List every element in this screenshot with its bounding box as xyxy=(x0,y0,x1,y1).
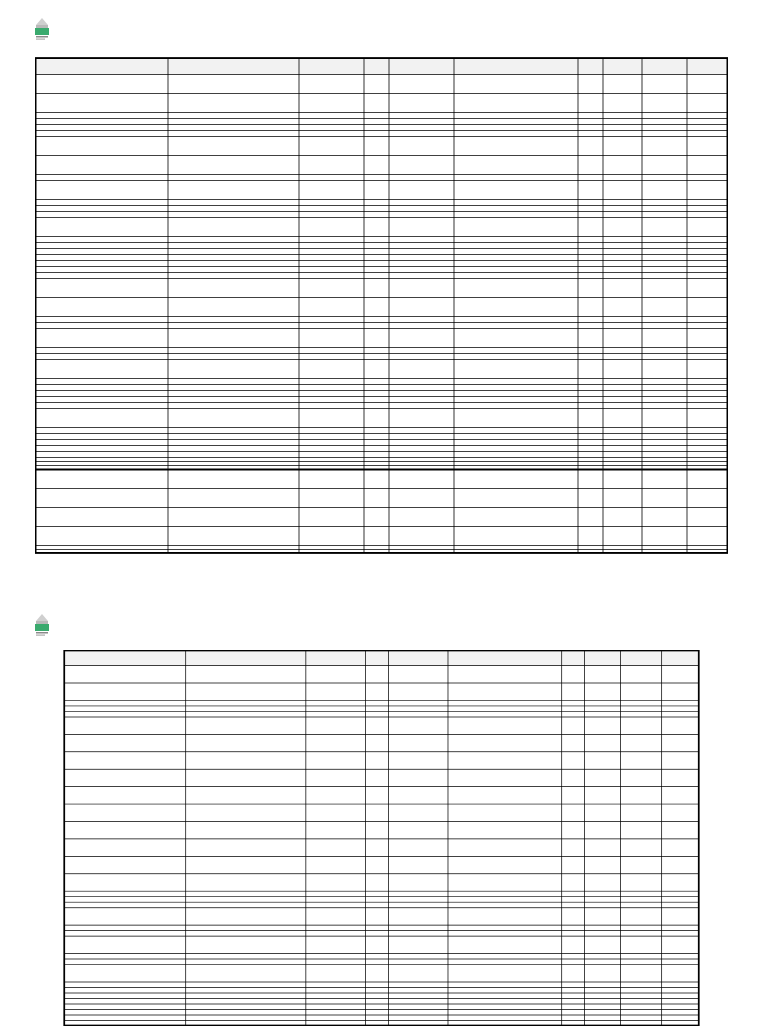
table-header-row xyxy=(35,58,728,75)
table-border xyxy=(64,651,698,1026)
ocan-logo-icon xyxy=(34,611,50,639)
table-border xyxy=(36,58,728,553)
assessment-table-1 xyxy=(35,56,728,555)
assessment-grid-2 xyxy=(35,650,728,1026)
table-header-row xyxy=(64,650,700,666)
assessment-grid-1 xyxy=(35,56,728,555)
ocan-logo-icon xyxy=(34,15,50,43)
assessment-table-2 xyxy=(35,650,728,1026)
